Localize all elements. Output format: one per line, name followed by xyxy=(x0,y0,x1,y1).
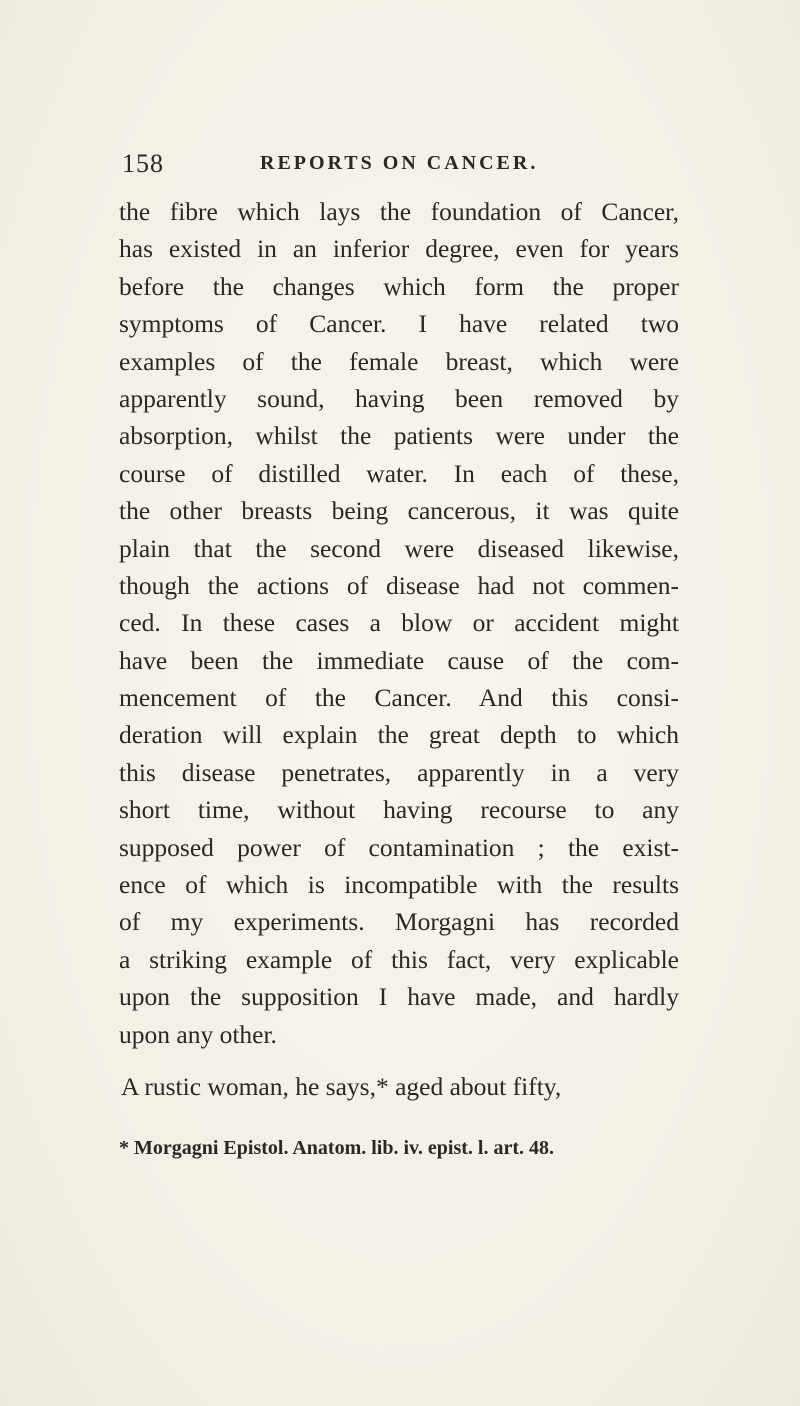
text-line: supposed power of contamination ; the exist- xyxy=(119,832,679,862)
text-line: absorption, whilst the patients were under the xyxy=(119,421,679,451)
text-line: plain that the second were diseased likewise, xyxy=(119,533,679,563)
page-number: 158 xyxy=(122,149,164,178)
footnote: * Morgagni Epistol. Anatom. lib. iv. epist. l. art. 48. xyxy=(119,1137,555,1159)
text-line: course of distilled water. In each of these, xyxy=(119,458,679,488)
text-line: apparently sound, having been removed by xyxy=(119,383,679,413)
text-line: deration will explain the great depth to which xyxy=(119,720,679,750)
text-line: have been the immediate cause of the com- xyxy=(119,645,679,675)
text-line: the other breasts being cancerous, it was quite xyxy=(119,496,679,526)
text-line: examples of the female breast, which were xyxy=(119,346,679,376)
text-line: A rustic woman, he says,* aged about fifty, xyxy=(121,1071,562,1101)
body-text xyxy=(119,193,679,1105)
paragraph xyxy=(119,193,679,1053)
text-line: before the changes which form the proper xyxy=(119,271,679,301)
page-header xyxy=(119,149,679,179)
text-line: though the actions of disease had not commen- xyxy=(119,570,679,600)
text-line: a striking example of this fact, very explicable xyxy=(119,944,679,974)
paragraph xyxy=(119,1068,679,1105)
text-line: of my experiments. Morgagni has recorded xyxy=(119,907,679,937)
text-line: ced. In these cases a blow or accident might xyxy=(119,608,679,638)
text-line: ence of which is incompatible with the results xyxy=(119,870,679,900)
text-line: upon the supposition I have made, and hardly xyxy=(119,982,679,1012)
text-line: this disease penetrates, apparently in a very xyxy=(119,757,679,787)
running-head: REPORTS ON CANCER. xyxy=(260,152,539,174)
text-line: short time, without having recourse to any xyxy=(119,795,679,825)
text-line: upon any other. xyxy=(119,1019,277,1049)
text-line: the fibre which lays the foundation of Cancer, xyxy=(119,197,679,226)
paragraph-gap xyxy=(119,1053,679,1068)
text-line: mencement of the Cancer. And this consi- xyxy=(119,683,679,713)
text-line: symptoms of Cancer. I have related two xyxy=(119,309,679,339)
text-line: has existed in an inferior degree, even for years xyxy=(119,234,679,264)
